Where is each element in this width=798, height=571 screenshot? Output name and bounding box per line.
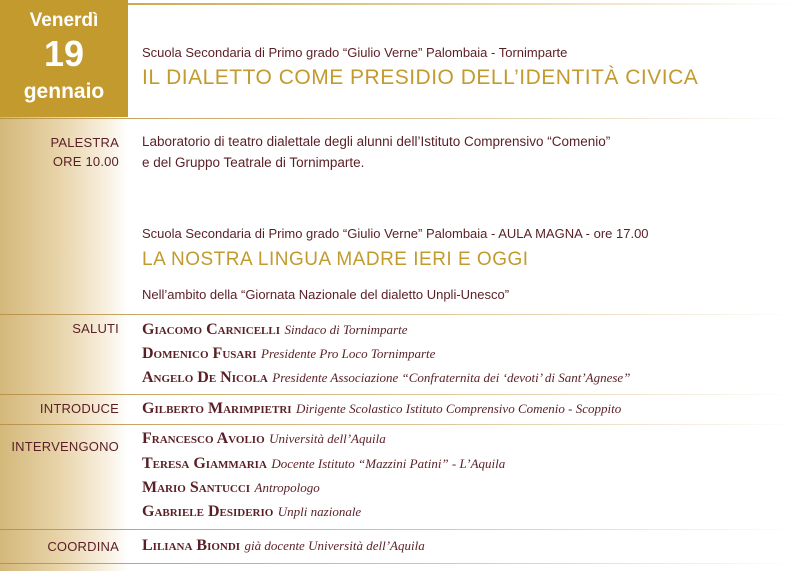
date-day: Venerdì <box>29 10 99 31</box>
divider <box>0 424 798 425</box>
date-box <box>0 0 128 117</box>
introduce-label: INTRODUCE <box>39 401 119 416</box>
person-role: Unpli nazionale <box>277 504 362 519</box>
person-row <box>142 345 435 363</box>
person-role: Dirigente Scolastico Istituto Comprensivo Comenio - Scoppito <box>296 401 622 416</box>
person-name: Gilberto Marimpietri <box>142 400 292 417</box>
intervengono-label: INTERVENGONO <box>11 439 119 454</box>
person-row <box>142 455 505 473</box>
person-name: Domenico Fusari <box>142 345 257 362</box>
person-row <box>142 321 408 339</box>
event2-title: LA NOSTRA LINGUA MADRE IERI E OGGI <box>142 249 529 270</box>
person-name: Mario Santucci <box>142 479 251 496</box>
lab-line-2: e del Gruppo Teatrale di Tornimparte. <box>142 155 365 170</box>
person-role: Sindaco di Tornimparte <box>284 322 408 337</box>
divider <box>0 394 798 395</box>
event1-title: IL DIALETTO COME PRESIDIO DELL’IDENTITÀ CIVICA <box>142 66 699 89</box>
person-row <box>142 430 386 448</box>
divider <box>0 118 798 119</box>
person-role: Docente Istituto “Mazzini Patini” - L’Aquila <box>271 456 506 471</box>
person-role: Antropologo <box>254 480 320 495</box>
person-role: già docente Università dell’Aquila <box>244 538 425 553</box>
person-row <box>142 479 320 497</box>
person-name: Gabriele Desiderio <box>142 503 274 520</box>
person-name: Liliana Biondi <box>142 537 241 554</box>
event1-venue: Scuola Secondaria di Primo grado “Giulio Verne” Palombaia - Tornimparte <box>142 45 568 60</box>
date-month: gennaio <box>23 80 105 103</box>
date-number: 19 <box>43 33 85 74</box>
divider <box>0 563 798 564</box>
event2-venue: Scuola Secondaria di Primo grado “Giulio Verne” Palombaia - AULA MAGNA - ore 17.00 <box>142 226 649 241</box>
person-role: Presidente Associazione “Confraternita dei ‘devoti’ di Sant’Agnese” <box>272 370 631 385</box>
person-role: Università dell’Aquila <box>269 431 386 446</box>
left-gradient-band <box>0 117 128 571</box>
saluti-label: SALUTI <box>72 321 119 336</box>
lab-label-1: PALESTRA <box>50 135 119 150</box>
event2-subtitle: Nell’ambito della “Giornata Nazionale del dialetto Unpli-Unesco” <box>142 287 510 302</box>
person-name: Angelo De Nicola <box>142 369 268 386</box>
lab-line-1: Laboratorio di teatro dialettale degli alunni dell’Istituto Comprensivo “Comenio” <box>142 134 611 149</box>
coordina-label: COORDINA <box>47 539 119 554</box>
lab-label-2: ORE 10.00 <box>52 154 119 169</box>
person-row <box>142 503 361 521</box>
divider <box>0 529 798 530</box>
person-row <box>142 537 425 555</box>
person-name: Teresa Giammaria <box>142 455 267 472</box>
person-row <box>142 369 630 387</box>
person-role: Presidente Pro Loco Tornimparte <box>261 346 436 361</box>
person-row <box>142 400 621 418</box>
person-name: Francesco Avolio <box>142 430 265 447</box>
divider <box>0 314 798 315</box>
person-name: Giacomo Carnicelli <box>142 321 281 338</box>
